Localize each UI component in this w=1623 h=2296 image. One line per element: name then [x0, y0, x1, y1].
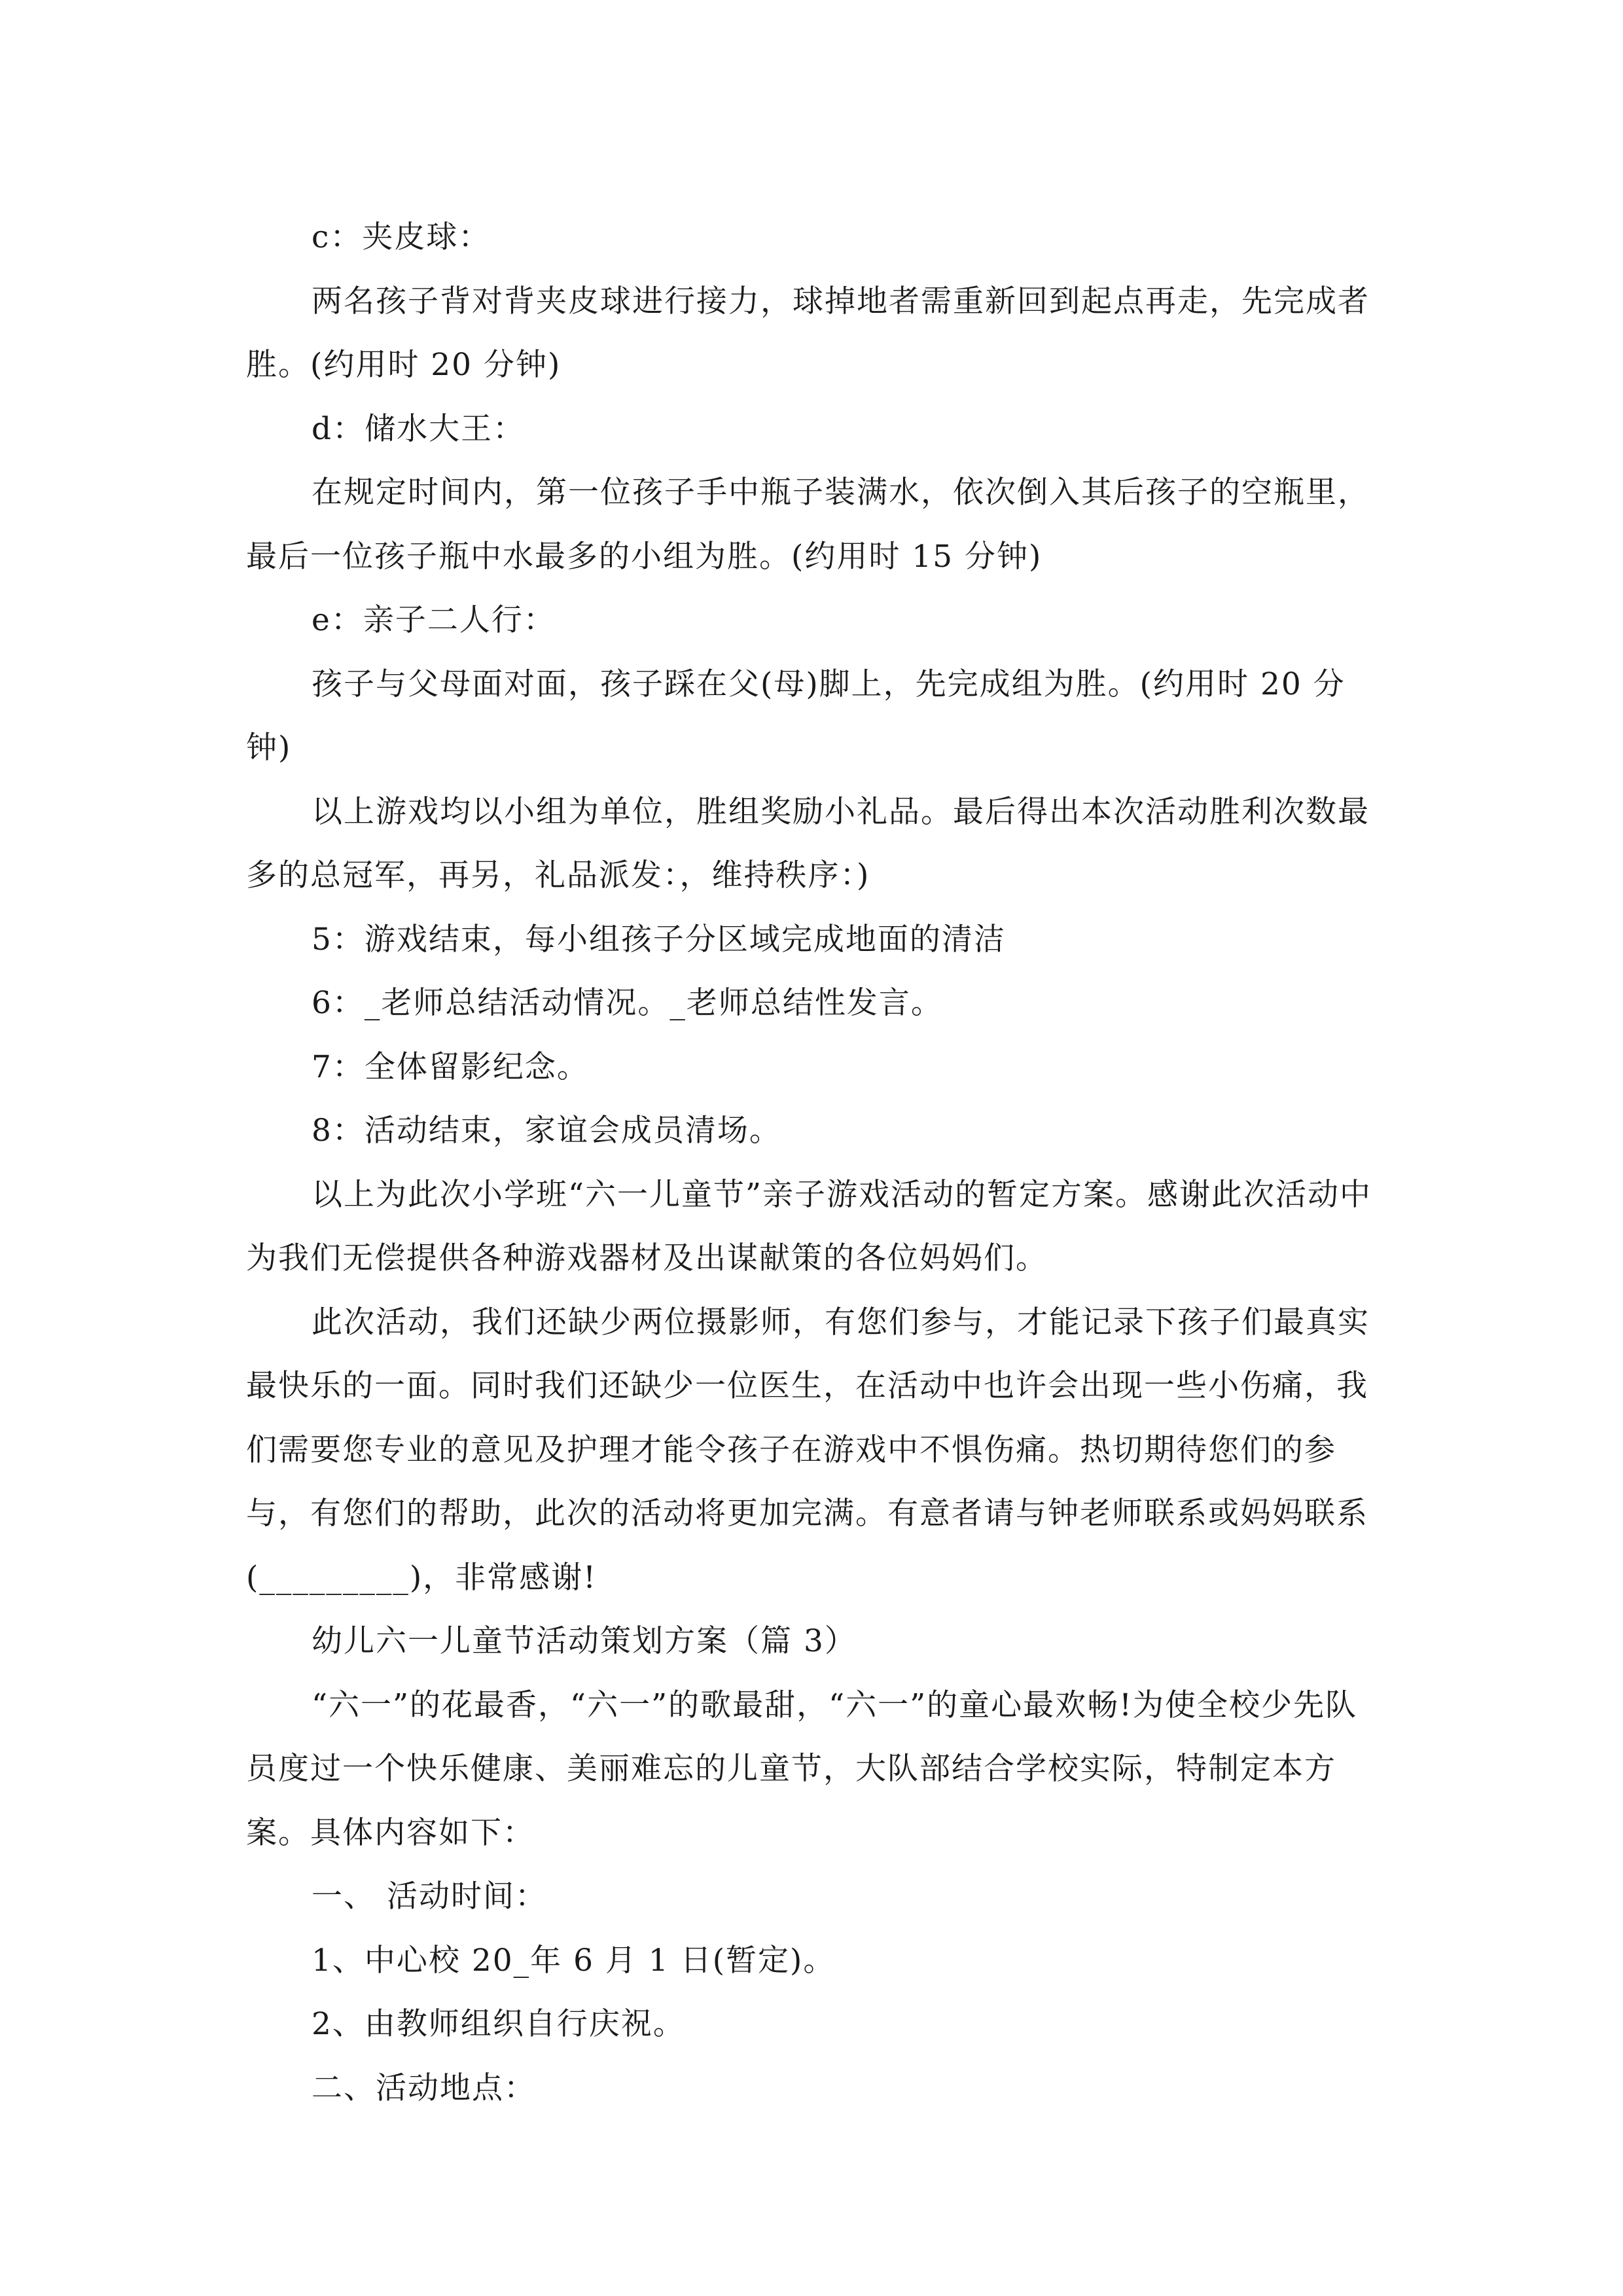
- game-e-description: 孩子与父母面对面，孩子踩在父(母)脚上，先完成组为胜。(约用时 20 分钟): [246, 666, 1346, 766]
- plan-3-intro: “六一”的花最香，“六一”的歌最甜，“六一”的童心最欢畅!为使全校少先队员度过一个快乐健康、美丽难忘的儿童节，大队部结合学校实际，特制定本方案。具体内容如下：: [246, 1687, 1358, 1851]
- time-item-2: 2、由教师组织自行庆祝。: [312, 2006, 685, 2042]
- volunteer-request-paragraph: 此次活动，我们还缺少两位摄影师，有您们参与，才能记录下孩子们最真实最快乐的一面。同时我们还缺少一位医生，在活动中也许会出现一些小伤痛，我们需要您专业的意见及护理才能令孩子在游戏中不惧伤痛。热切期待您们的参与，有您们的帮助，此次的活动将更加完满。有意者请与钟老师联系或妈妈联系(_________)，非常感谢!: [246, 1304, 1370, 1596]
- games-summary: 以上游戏均以小组为单位，胜组奖励小礼品。最后得出本次活动胜利次数最多的总冠军，再另，礼品派发：，维持秩序：): [246, 793, 1370, 893]
- game-e-heading: e：亲子二人行：: [312, 602, 556, 638]
- document-body: [246, 206, 1385, 2120]
- section-title-plan-3: 幼儿六一儿童节活动策划方案（篇 3）: [312, 1623, 857, 1659]
- game-c-description: 两名孩子背对背夹皮球进行接力，球掉地者需重新回到起点再走，先完成者胜。(约用时 20 分钟): [246, 283, 1370, 383]
- step-7: 7：全体留影纪念。: [312, 1049, 589, 1085]
- step-5: 5：游戏结束，每小组孩子分区域完成地面的清洁: [312, 921, 1006, 958]
- heading-activity-time: 一、 活动时间：: [312, 1878, 547, 1914]
- game-c-heading: c：夹皮球：: [312, 219, 491, 255]
- plan-closing-paragraph: 以上为此次小学班“六一儿童节”亲子游戏活动的暂定方案。感谢此次活动中为我们无偿提供各种游戏器材及出谋献策的各位妈妈们。: [246, 1176, 1372, 1276]
- step-6: 6：_老师总结活动情况。_老师总结性发言。: [312, 985, 943, 1021]
- game-d-heading: d：储水大王：: [312, 410, 526, 447]
- time-item-1: 1、中心校 20_年 6 月 1 日(暂定)。: [312, 1942, 836, 1979]
- step-8: 8：活动结束，家谊会成员清场。: [312, 1113, 781, 1149]
- heading-activity-location: 二、活动地点：: [312, 2070, 536, 2106]
- game-d-description: 在规定时间内，第一位孩子手中瓶子装满水，依次倒入其后孩子的空瓶里，最后一位孩子瓶中水最多的小组为胜。(约用时 15 分钟): [246, 475, 1370, 575]
